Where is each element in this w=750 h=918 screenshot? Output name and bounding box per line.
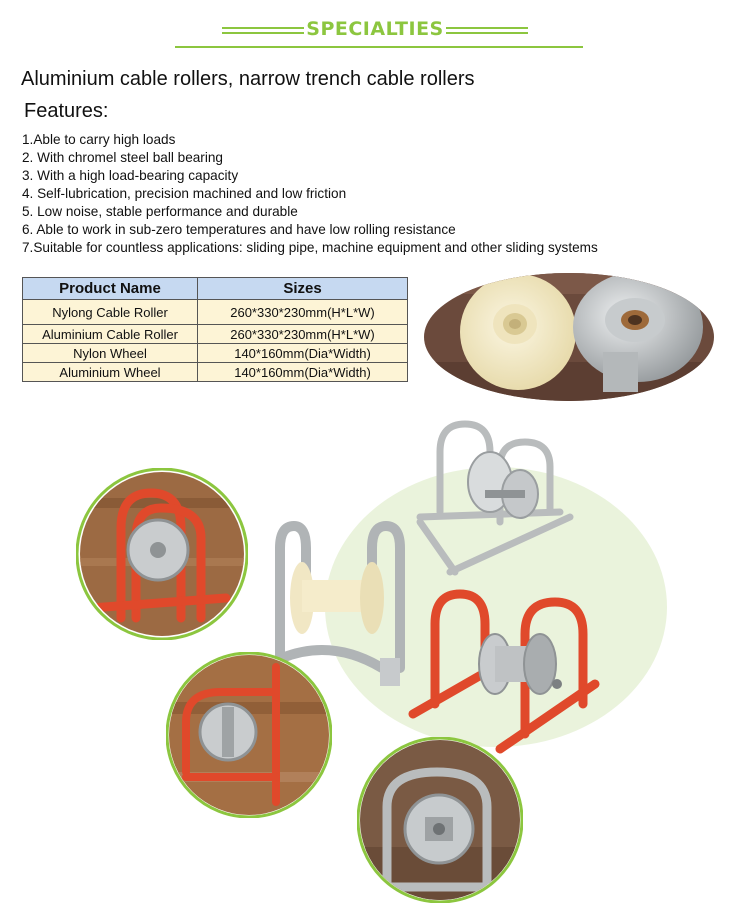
column-header-product: Product Name bbox=[23, 278, 198, 300]
table-row bbox=[23, 300, 408, 325]
table-row bbox=[23, 344, 408, 363]
feature-item: 4. Self-lubrication, precision machined and low friction bbox=[22, 186, 347, 201]
table-row bbox=[23, 325, 408, 344]
feature-item: 3. With a high load-bearing capacity bbox=[22, 168, 239, 183]
header-underline bbox=[175, 46, 583, 48]
table-header-row bbox=[23, 278, 408, 300]
feature-item: 7.Suitable for countless applications: sliding pipe, machine equipment and other sliding systems bbox=[22, 240, 598, 255]
feature-item: 1.Able to carry high loads bbox=[22, 132, 176, 147]
cell-size: 140*160mm(Dia*Width) bbox=[198, 344, 408, 363]
cell-size: 260*330*230mm(H*L*W) bbox=[198, 325, 408, 344]
feature-item: 5. Low noise, stable performance and durable bbox=[22, 204, 298, 219]
red-roller-photo bbox=[405, 584, 605, 756]
feature-item: 2. With chromel steel ball bearing bbox=[22, 150, 223, 165]
closeup-aluminium-roller-photo bbox=[357, 737, 523, 903]
cell-product-name: Nylon Wheel bbox=[23, 344, 198, 363]
features-list bbox=[22, 131, 598, 257]
feature-item: 6. Able to work in sub-zero temperatures and have low rolling resistance bbox=[22, 222, 456, 237]
closeup-red-roller-photo-1 bbox=[76, 468, 248, 640]
column-header-sizes: Sizes bbox=[198, 278, 408, 300]
aluminium-roller-photo bbox=[410, 412, 578, 582]
page-title: Aluminium cable rollers, narrow trench cable rollers bbox=[21, 68, 475, 90]
section-title: SPECIALTIES bbox=[306, 18, 444, 40]
table-row bbox=[23, 363, 408, 382]
cell-product-name: Aluminium Wheel bbox=[23, 363, 198, 382]
wheels-photo bbox=[423, 272, 715, 402]
cell-product-name: Nylong Cable Roller bbox=[23, 300, 198, 325]
cell-product-name: Aluminium Cable Roller bbox=[23, 325, 198, 344]
cell-size: 140*160mm(Dia*Width) bbox=[198, 363, 408, 382]
features-heading: Features: bbox=[24, 100, 109, 122]
cell-size: 260*330*230mm(H*L*W) bbox=[198, 300, 408, 325]
closeup-red-roller-photo-2 bbox=[166, 652, 332, 818]
spec-table bbox=[22, 277, 408, 382]
